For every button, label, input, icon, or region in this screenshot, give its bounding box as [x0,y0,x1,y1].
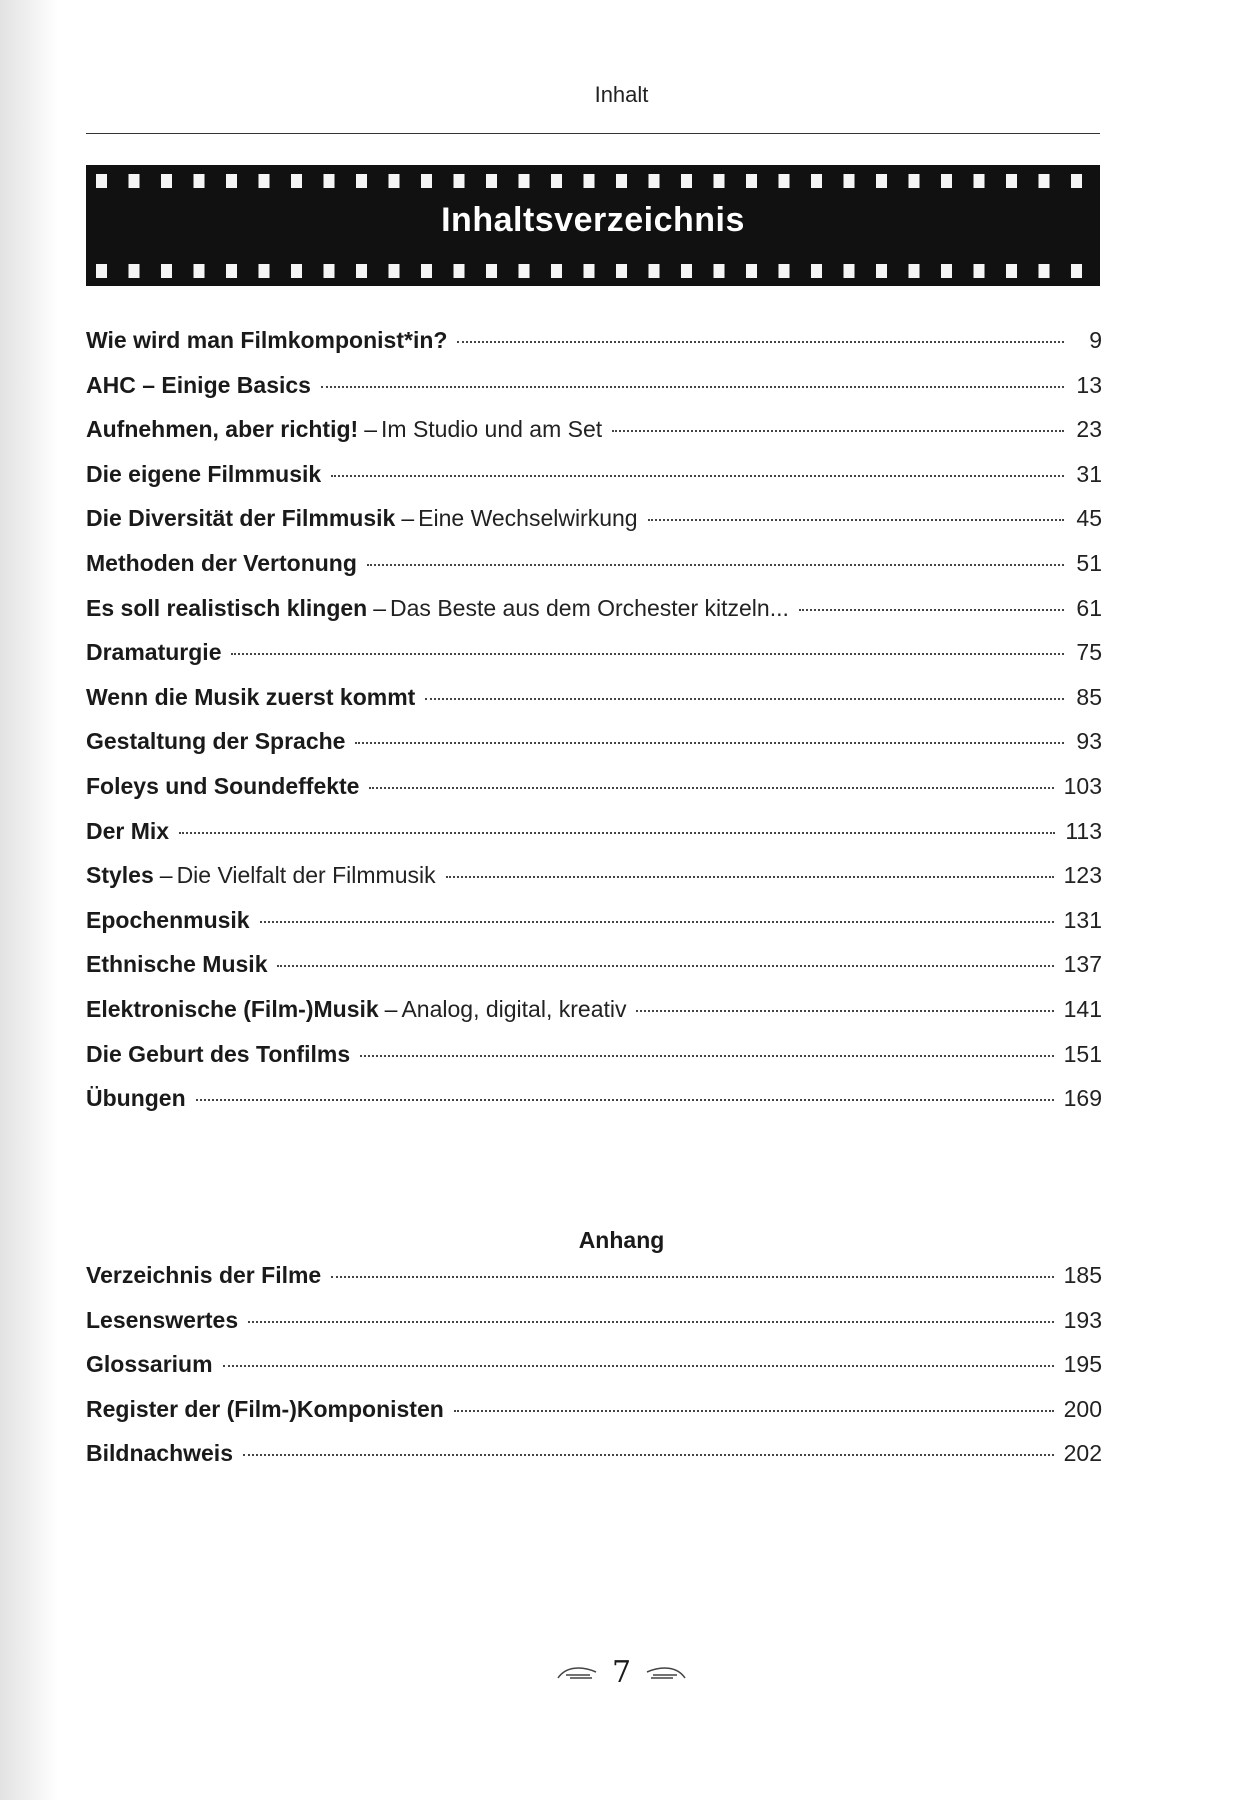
toc-entry-title: Dramaturgie [86,639,222,666]
toc-page-number: 93 [1076,728,1102,755]
appendix-entry[interactable] [86,1440,1102,1485]
appendix-entry-title: Glossarium [86,1351,213,1378]
dot-leader [454,1410,1054,1412]
dot-leader [446,876,1054,878]
dot-leader [457,341,1064,343]
dot-leader [321,386,1064,388]
toc-entry[interactable] [86,1085,1102,1130]
appendix-page-number: 193 [1063,1306,1102,1333]
toc-page-number: 45 [1076,505,1102,532]
toc-entry[interactable] [86,818,1102,863]
page-folio [0,1655,1243,1690]
appendix-entry[interactable] [86,1396,1102,1441]
appendix-entry-title: Verzeichnis der Filme [86,1262,322,1288]
toc-entry-title: Styles [86,862,154,889]
dot-leader [636,1010,1053,1012]
dot-leader [367,564,1064,566]
film-perforation-top [96,174,1090,188]
toc-entry-title: Die eigene Filmmusik [86,460,322,487]
appendix-heading: Anhang [578,1227,665,1253]
toc-page-number: 169 [1063,1085,1102,1112]
dot-leader [360,1055,1054,1057]
dot-leader [260,921,1054,923]
toc-entry[interactable] [86,996,1102,1041]
appendix-page-number: 185 [1063,1262,1102,1288]
toc-page-number: 13 [1076,371,1102,398]
toc-page-number: 123 [1063,862,1102,889]
dot-leader [179,832,1055,834]
dot-leader [196,1099,1054,1101]
dot-leader [277,965,1053,967]
toc-entry-title: Die Diversität der Filmmusik [86,505,396,532]
toc-entry[interactable] [86,684,1102,729]
toc-entry-title: Wenn die Musik zuerst kommt [86,683,416,710]
toc-page-number: 141 [1063,995,1102,1022]
toc-entry[interactable] [86,862,1102,907]
toc-page-number: 75 [1076,639,1102,666]
dot-leader [369,787,1053,789]
title-separator: – [401,505,415,532]
film-perforation-bottom [96,264,1090,278]
toc-page-number: 51 [1076,549,1102,576]
toc-page-number: 9 [1089,327,1102,353]
dot-leader [648,519,1064,521]
header-rule [86,133,1100,134]
toc-entry[interactable] [86,773,1102,818]
appendix-entry-title: Bildnachweis [86,1440,233,1467]
dot-leader [331,1276,1053,1278]
dot-leader [612,430,1064,432]
toc-entry[interactable] [86,639,1102,684]
toc-entry-title: Übungen [86,1085,186,1112]
flourish-left-icon [556,1664,598,1682]
toc-entry[interactable] [86,505,1102,550]
toc-entry-subtitle: Im Studio und am Set [381,416,603,443]
title-separator: – [384,995,398,1022]
toc-entry-title: Wie wird man Filmkomponist*in? [86,327,448,353]
toc-entry-subtitle: Analog, digital, kreativ [401,995,627,1022]
filmstrip-banner [86,165,1100,286]
page-number: 7 [611,1655,632,1690]
toc-entry[interactable] [86,907,1102,952]
toc-entry-title: Foleys und Soundeffekte [86,772,360,799]
appendix-entry[interactable] [86,1351,1102,1396]
title-separator: – [373,594,387,621]
dot-leader [231,653,1064,655]
toc-entry-title: Methoden der Vertonung [86,549,357,576]
toc-entry-title: Ethnische Musik [86,951,268,978]
toc-page-number: 113 [1065,817,1102,844]
toc-entry-title: Die Geburt des Tonfilms [86,1040,351,1067]
title-separator: – [159,862,173,889]
toc-page-number: 131 [1063,906,1102,933]
toc-entry[interactable] [86,372,1102,417]
toc-entry[interactable] [86,1041,1102,1086]
toc-entry-subtitle: Das Beste aus dem Orchester kitzeln... [390,594,789,621]
toc-entry[interactable] [86,550,1102,595]
toc-entry-title: Der Mix [86,817,170,844]
appendix-entry-title: Lesenswertes [86,1306,239,1333]
toc-list [86,327,1102,1130]
toc-entry-title: Es soll realistisch klingen [86,594,368,621]
toc-entry[interactable] [86,327,1102,372]
toc-entry[interactable] [86,595,1102,640]
dot-leader [248,1321,1053,1323]
appendix-entry-title: Register der (Film-)Komponisten [86,1395,444,1422]
appendix-page-number: 202 [1063,1440,1102,1467]
toc-entry-title: Elektronische (Film-)Musik [86,995,379,1022]
toc-entry[interactable] [86,416,1102,461]
toc-page-number: 23 [1076,416,1102,443]
toc-page-number: 31 [1076,460,1102,487]
appendix-list [86,1262,1102,1485]
dot-leader [355,742,1064,744]
running-head: Inhalt [594,82,649,107]
toc-entry-title: Aufnehmen, aber richtig! [86,416,359,443]
dot-leader [425,698,1064,700]
appendix-page-number: 200 [1063,1395,1102,1422]
toc-entry[interactable] [86,728,1102,773]
appendix-page-number: 195 [1063,1351,1102,1378]
toc-page-number: 137 [1063,951,1102,978]
dot-leader [223,1365,1054,1367]
toc-entry[interactable] [86,951,1102,996]
toc-page-number: 151 [1063,1040,1102,1067]
toc-entry-title: Epochenmusik [86,906,250,933]
dot-leader [799,609,1064,611]
flourish-right-icon [645,1664,687,1682]
toc-entry-subtitle: Eine Wechselwirkung [418,505,638,532]
dot-leader [243,1454,1054,1456]
banner-title: Inhaltsverzeichnis [441,201,745,239]
toc-page-number: 61 [1076,594,1102,621]
toc-entry-title: Gestaltung der Sprache [86,728,346,755]
toc-page-number: 103 [1063,772,1102,799]
toc-page-number: 85 [1076,683,1102,710]
appendix-entry[interactable] [86,1307,1102,1352]
page-edge-shadow [0,0,58,1800]
dot-leader [331,475,1064,477]
appendix-entry[interactable] [86,1262,1102,1307]
title-separator: – [364,416,377,443]
toc-entry-subtitle: Die Vielfalt der Filmmusik [176,862,436,889]
toc-entry-title: AHC – Einige Basics [86,371,311,398]
toc-entry[interactable] [86,461,1102,506]
